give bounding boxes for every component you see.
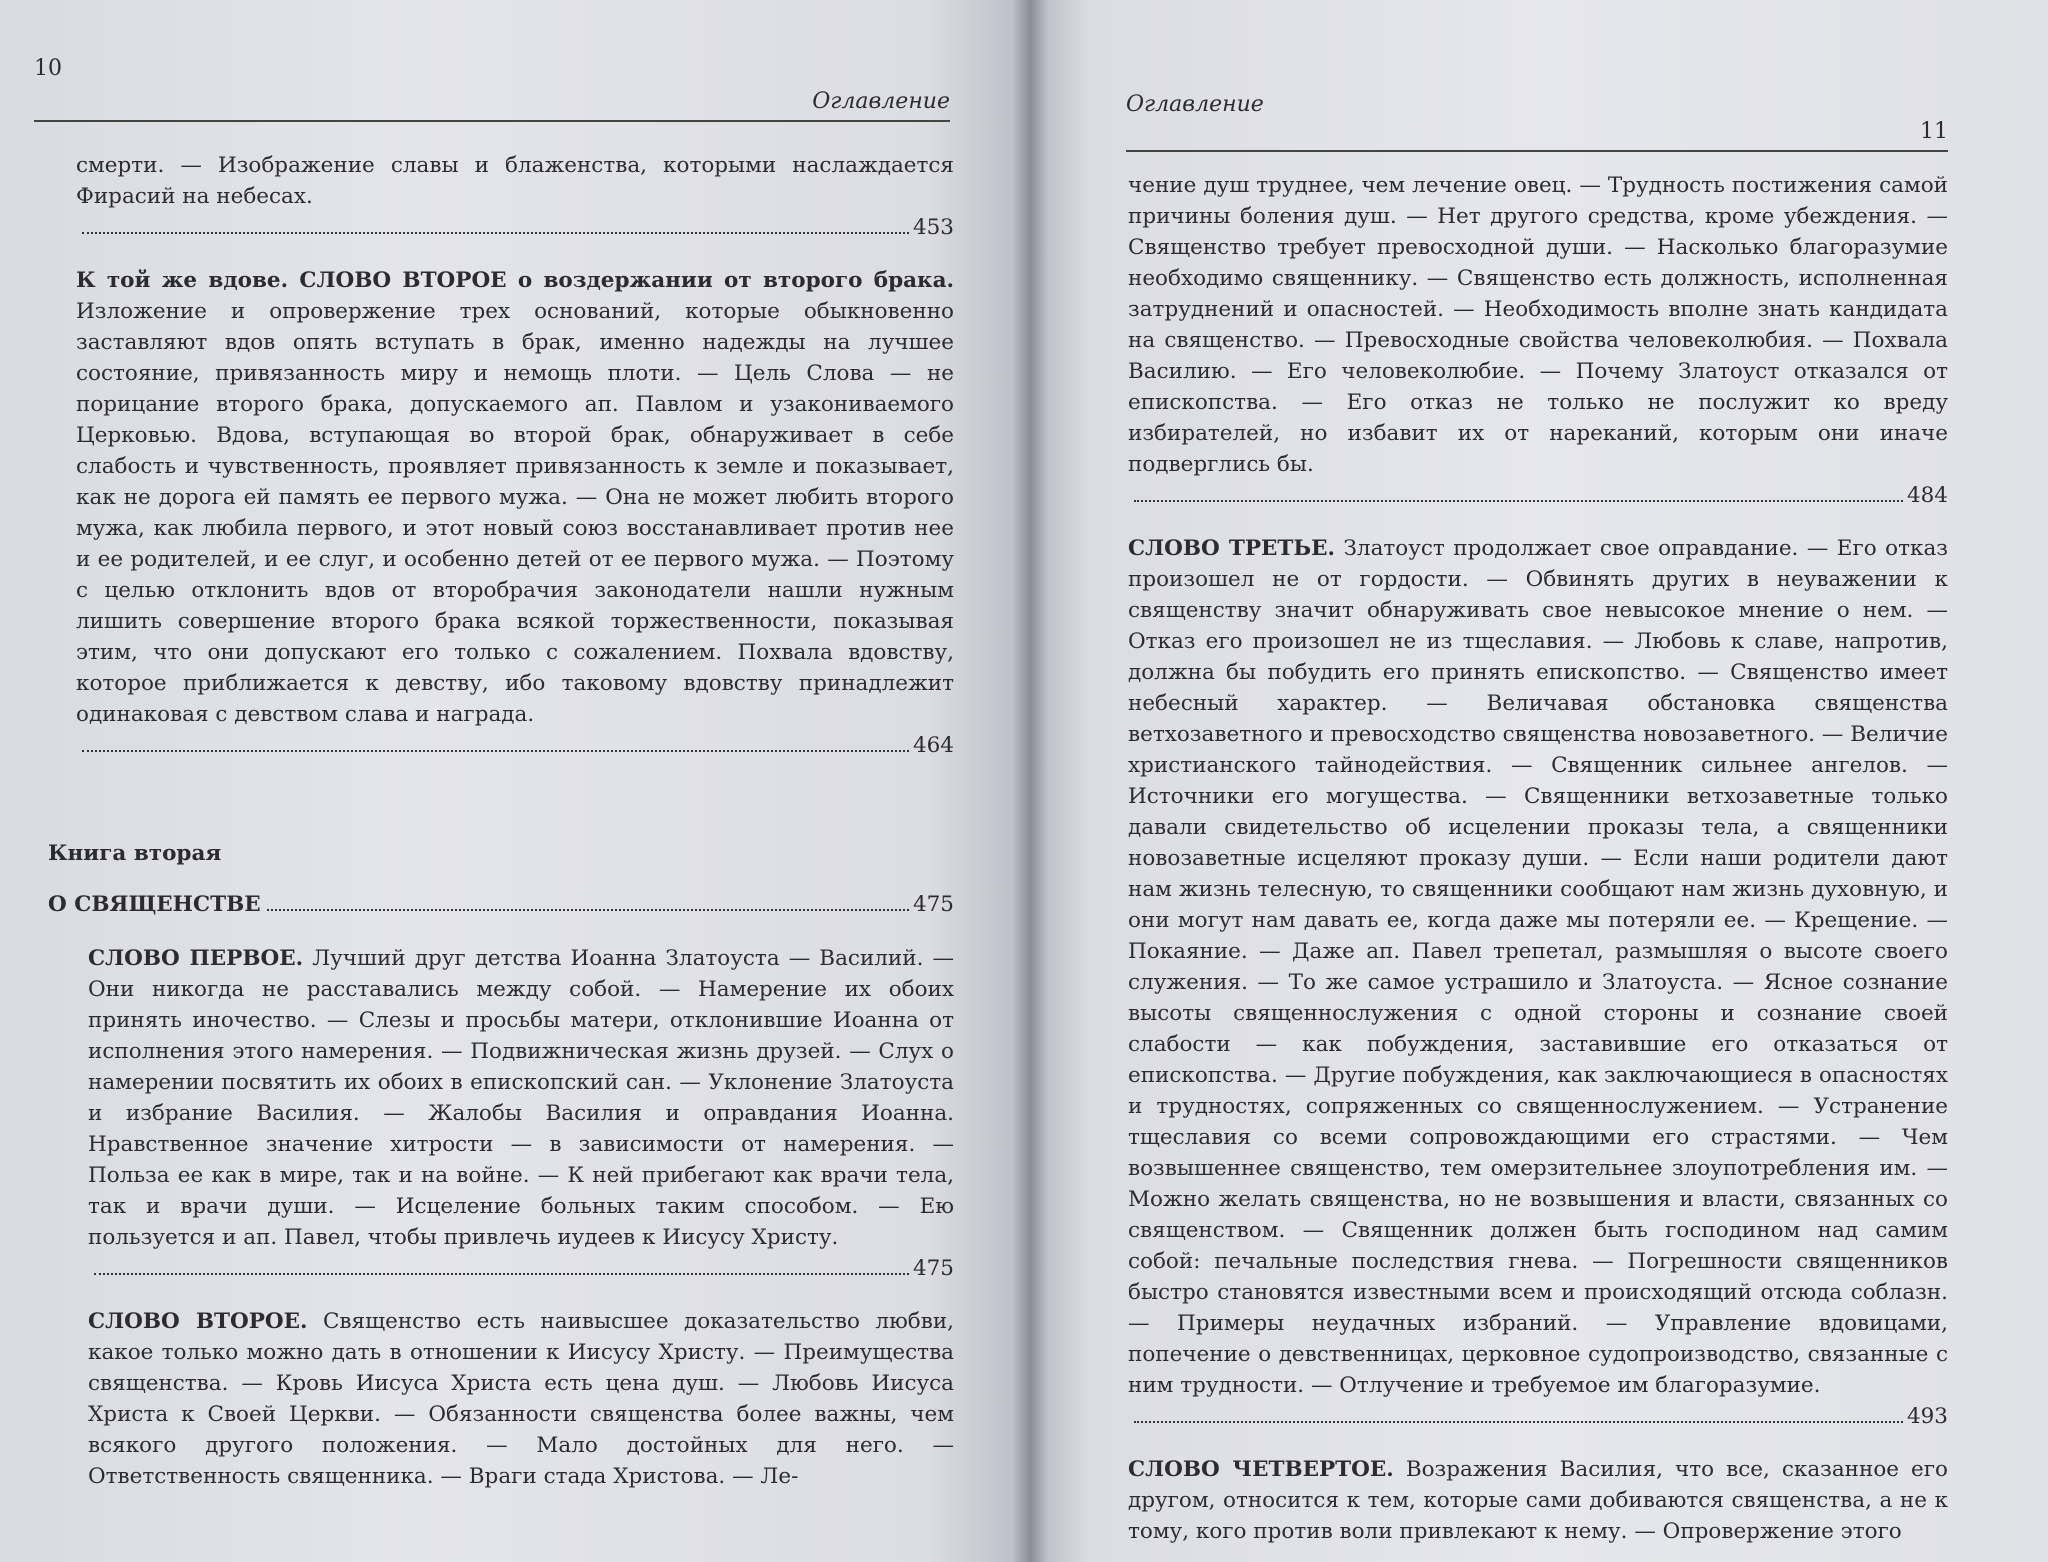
toc-entry bbox=[1128, 170, 1948, 511]
entry-heading: СЛОВО ВТОРОЕ. bbox=[88, 1309, 308, 1334]
right-page-header bbox=[1126, 80, 1948, 152]
toc-entry bbox=[1128, 533, 1948, 1432]
running-head: Оглавление bbox=[1126, 92, 1264, 117]
toc-entry bbox=[76, 150, 954, 243]
leader-dots bbox=[1134, 500, 1903, 502]
right-page bbox=[1030, 0, 2048, 1562]
book-title: Книга вторая bbox=[48, 841, 222, 866]
entry-heading: СЛОВО ТРЕТЬЕ. bbox=[1128, 536, 1336, 561]
entry-page: 464 bbox=[912, 733, 954, 758]
page-number: 11 bbox=[1920, 119, 1948, 144]
entry-page: 484 bbox=[1906, 483, 1948, 508]
toc-entry bbox=[76, 265, 954, 761]
entry-page: 453 bbox=[912, 215, 954, 240]
book-gutter bbox=[1012, 0, 1048, 1562]
entry-page: 475 bbox=[912, 1256, 954, 1281]
entry-heading: СЛОВО ПЕРВОЕ. bbox=[88, 946, 304, 971]
left-page-header bbox=[34, 50, 950, 122]
entry-text: Священство есть наивысшее доказательство любви, какое только можно дать в отношении к Иисусу Христу. — Преимущества священства. — Кровь Иисуса Христа есть цена душ. — Любовь Иисуса Христа к Своей Церкви. — Обязанности священства более важны, чем всякого другого положения. — Мало достойных для него. — Ответственность священника. — Враги стада Христова. — Ле- bbox=[88, 1309, 954, 1489]
entry-heading: СЛОВО ЧЕТВЕРТОЕ. bbox=[1128, 1457, 1394, 1482]
entry-heading: К той же вдове. СЛОВО ВТОРОЕ о воздержании от второго брака. bbox=[76, 268, 954, 293]
entry-text: чение душ труднее, чем лечение овец. — Трудность постижения самой причины боления душ. — Нет другого средства, кроме убеждения. — Священство требует превосходной души. — Насколько благоразумие необходимо священнику. — Священство есть должность, исполненная затруднений и опасностей. — Необходимость вполне знать кандидата на священство. — Превосходные свойства человеколюбия. — Похвала Василию. — Его человеколюбие. — Почему Златоуст отказался от епископства. — Его отказ не только не послужит ко вреду избирателей, но избавит их от нареканий, которым они иначе подверглись бы. bbox=[1128, 173, 1948, 477]
leader-dots bbox=[82, 750, 909, 752]
toc-entry bbox=[88, 1306, 954, 1492]
toc-entry bbox=[1128, 1454, 1948, 1547]
toc-entry bbox=[88, 943, 954, 1284]
leader-dots bbox=[82, 232, 909, 234]
section-title: О СВЯЩЕНСТВЕ bbox=[48, 892, 261, 917]
entry-text: смерти. — Изображение славы и блаженства, которыми наслаждается Фирасий на небесах. bbox=[76, 153, 954, 209]
leader-dots bbox=[94, 1273, 909, 1275]
entry-text: Изложение и опровержение трех оснований, которые обыкновенно заставляют вдов опять вступать в брак, именно надежды на лучшее состояние, привязанность миру и немощь плоти. — Цель Слова — не порицание второго брака, допускаемого ап. Павлом и узакониваемого Церковью. Вдова, вступающая во второй брак, обнаруживает в себе слабость и чувственность, проявляет привязанность к земле и показывает, как не дорога ей память ее первого мужа. — Она не может любить второго мужа, как любила первого, и этот новый союз восстанавливает против нее и ее родителей, и ее слуг, и особенно детей от ее первого мужа. — Поэтому с целью отклонить вдов от второбрачия законодатели нашли нужным лишить совершение второго брака всякой торжественности, показывая этим, что они допускают его только с сожалением. Похвала вдовству, которое приближается к девству, ибо таковому вдовству принадлежит одинаковая с девством слава и награда. bbox=[76, 299, 954, 727]
running-head: Оглавление bbox=[812, 89, 950, 114]
entry-text: Возражения Василия, что все, сказанное его другом, относится к тем, которые сами добиваются священства, а не к тому, кого против воли привлекают к нему. — Опровержение этого bbox=[1128, 1457, 1948, 1544]
page-number: 10 bbox=[34, 56, 62, 81]
entry-text: Лучший друг детства Иоанна Златоуста — Василий. — Они никогда не расставались между собой. — Намерение их обоих принять иночество. — Слезы и просьбы матери, отклонившие Иоанна от исполнения этого намерения. — Подвижническая жизнь друзей. — Слух о намерении посвятить их обоих в епископский сан. — Уклонение Златоуста и избрание Василия. — Жалобы Василия и оправдания Иоанна. Нравственное значение хитрости — в зависимости от намерения. — Польза ее как в мире, так и на войне. — К ней прибегают как врачи тела, так и врачи души. — Исцеление больных таким способом. — Ею пользуется и ап. Павел, чтобы привлечь иудеев к Иисусу Христу. bbox=[88, 946, 954, 1250]
leader-dots bbox=[1134, 1421, 1903, 1423]
section-page: 475 bbox=[912, 892, 954, 917]
entry-page: 493 bbox=[1906, 1404, 1948, 1429]
section-entry bbox=[48, 892, 954, 917]
leader-dots bbox=[267, 909, 909, 911]
entry-text: Златоуст продолжает свое оправдание. — Его отказ произошел не от гордости. — Обвинять других в неуважении к священству значит обнаруживать свое невысокое мнение о нем. — Отказ его произошел не из тщеславия. — Любовь к славе, напротив, должна бы побудить его принять епископство. — Священство имеет небесный характер. — Величавая обстановка священства ветхозаветного и превосходство священства новозаветного. — Величие христианского тайнодействия. — Священник сильнее ангелов. — Источники его могущества. — Священники ветхозаветные только давали свидетельство об исцелении проказы тела, а священники новозаветные исцеляют проказу души. — Если наши родители дают нам жизнь телесную, то священники сообщают нам жизнь духовную, и они могут нам давать ее, когда даже мы потеряли ее. — Крещение. — Покаяние. — Даже ап. Павел трепетал, размышляя о высоте своего служения. — То же самое устрашило и Златоуста. — Ясное сознание высоты священнослужения с одной стороны и сознание своей слабости — как побуждения, заставившие его отказаться от епископства. — Другие побуждения, как заключающиеся в опасностях и трудностях, сопряженных со священнослужением. — Устранение тщеславия со всеми сопровождающими его страстями. — Чем возвышеннее священство, тем омерзительнее злоупотребления им. — Можно желать священства, но не возвышения и власти, связанных со священством. — Священник должен быть господином над самим собой: печальные последствия гнева. — Погрешности священников быстро становятся известными всем и происходящий отсюда соблазн. — Примеры неудачных избраний. — Управление вдовицами, попечение о девственницах, церковное судопроизводство, связанные с ним трудности. — Отлучение и требуемое им благоразумие. bbox=[1128, 536, 1949, 1398]
